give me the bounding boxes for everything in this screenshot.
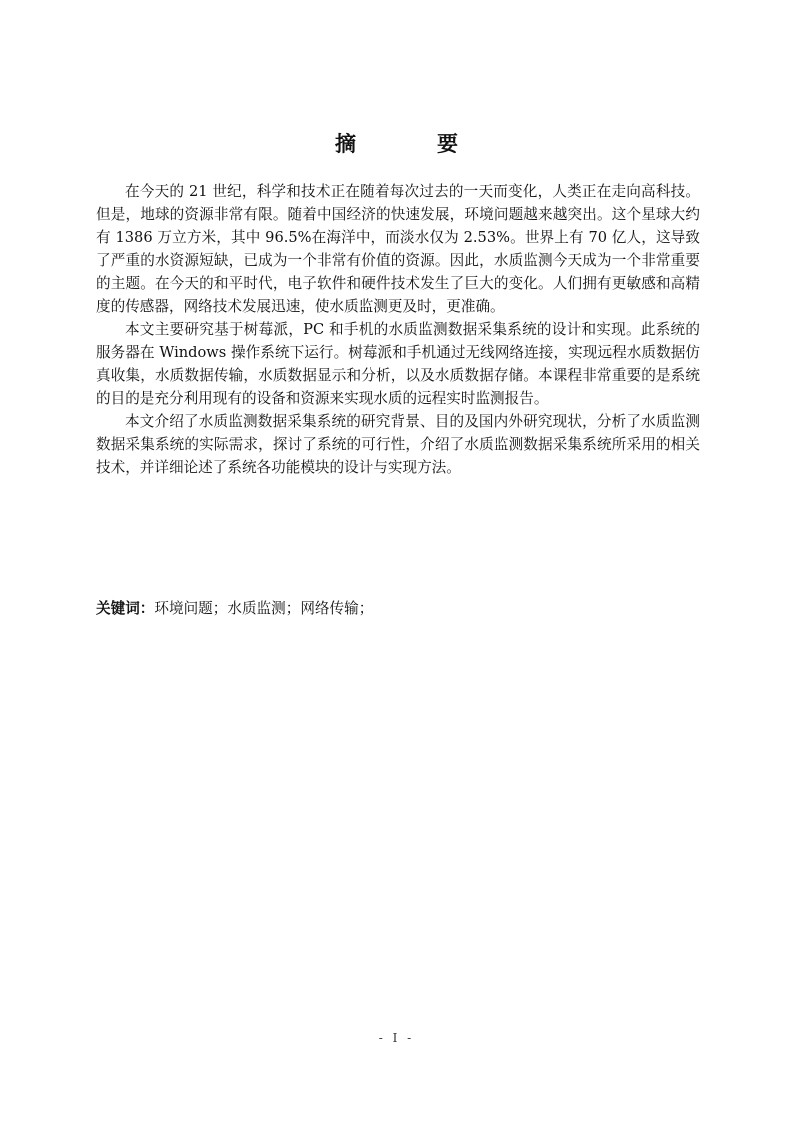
abstract-body (96, 180, 700, 479)
keywords-label: 关键词： (96, 600, 155, 617)
abstract-paragraph-1: 在今天的 21 世纪，科学和技术正在随着每次过去的一天而变化，人类正在走向高科技。但是，地球的资源非常有限。随着中国经济的快速发展，环境问题越来越突出。这个星球大约有 1386 万立方米，其中 96.5%在海洋中，而淡水仅为 2.53%。世界上有 70 亿人，这导致了严重的水资源短缺，已成为一个非常有价值的资源。因此，水质监测今天成为一个非常重要的主题。在今天的和平时代，电子软件和硬件技术发生了巨大的变化。人们拥有更敏感和高精度的传感器，网络技术发展迅速，使水质监测更及时，更准确。 (96, 183, 700, 315)
page-number: - I - (378, 1031, 415, 1045)
abstract-title: 摘 要 (335, 132, 488, 156)
keywords-line (96, 597, 700, 620)
abstract-paragraph-2: 本文主要研究基于树莓派，PC 和手机的水质监测数据采集系统的设计和实现。此系统的服务器在 Windows 操作系统下运行。树莓派和手机通过无线网络连接，实现远程水质数据仿真收集，水质数据传输，水质数据显示和分析，以及水质数据存储。本课程非常重要的是系统的目的是充分利用现有的设备和资源来实现水质的远程实时监测报告。 (96, 321, 700, 407)
abstract-paragraph-3: 本文介绍了水质监测数据采集系统的研究背景、目的及国内外研究现状，分析了水质监测数据采集系统的实际需求，探讨了系统的可行性，介绍了水质监测数据采集系统所采用的相关技术，并详细论述了系统各功能模块的设计与实现方法。 (96, 413, 700, 476)
keywords-text: 环境问题；水质监测；网络传输； (154, 600, 374, 617)
